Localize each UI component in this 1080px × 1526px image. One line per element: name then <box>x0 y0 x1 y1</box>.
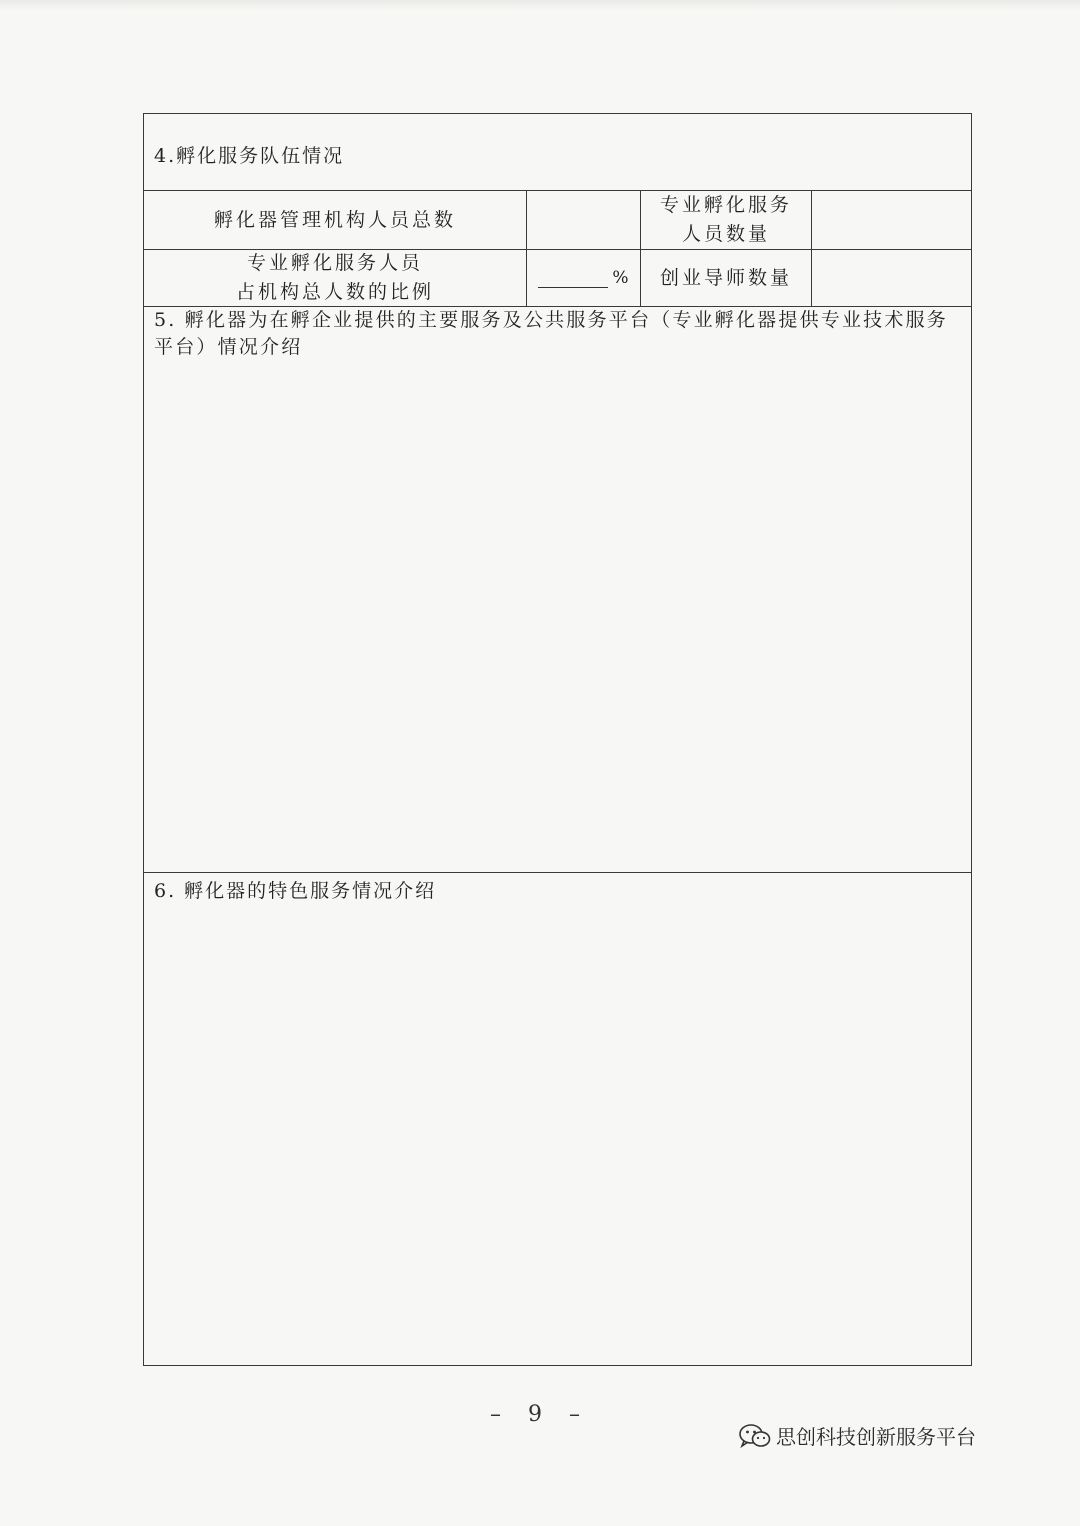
total-staff-value-cell[interactable] <box>527 191 641 249</box>
section5-title: 5. 孵化器为在孵企业提供的主要服务及公共服务平台（专业孵化器提供专业技术服务平台）情况介绍 <box>154 309 948 358</box>
section5-content-area[interactable] <box>144 367 971 872</box>
section4-title: 4.孵化服务队伍情况 <box>154 145 345 167</box>
team-row-1 <box>144 191 971 250</box>
page-top-edge <box>0 0 1080 10</box>
total-staff-label: 孵化器管理机构人员总数 <box>213 208 456 231</box>
section6-block <box>144 873 971 1365</box>
pro-staff-ratio-label-line1: 专业孵化服务人员 <box>246 252 423 274</box>
percent-sign: % <box>612 268 629 288</box>
pro-staff-ratio-label-line2: 占机构总人数的比例 <box>235 281 434 303</box>
section4-header-row <box>144 114 971 191</box>
total-staff-label-cell <box>144 191 527 249</box>
mentor-count-label-cell <box>641 250 812 306</box>
pro-staff-count-label-line2: 人员数量 <box>681 223 770 245</box>
pro-staff-ratio-label-cell <box>144 250 527 306</box>
team-row-2 <box>144 250 971 307</box>
mentor-count-label: 创业导师数量 <box>659 266 792 289</box>
pro-staff-count-label-cell <box>641 191 812 249</box>
watermark <box>738 1421 976 1450</box>
section6-title: 6. 孵化器的特色服务情况介绍 <box>154 880 437 902</box>
page-number: – 9 – <box>490 1402 590 1427</box>
ratio-blank-line[interactable] <box>538 269 608 288</box>
form-table <box>143 113 972 1366</box>
section6-content-area[interactable] <box>144 909 971 1365</box>
section5-block <box>144 307 971 873</box>
pro-staff-count-value-cell[interactable] <box>812 191 971 249</box>
mentor-count-value-cell[interactable] <box>812 250 971 306</box>
pro-staff-count-label-line1: 专业孵化服务 <box>659 194 792 216</box>
pro-staff-ratio-value-cell[interactable] <box>527 250 641 306</box>
wechat-icon <box>738 1423 772 1449</box>
watermark-text: 思创科技创新服务平台 <box>776 1425 976 1449</box>
